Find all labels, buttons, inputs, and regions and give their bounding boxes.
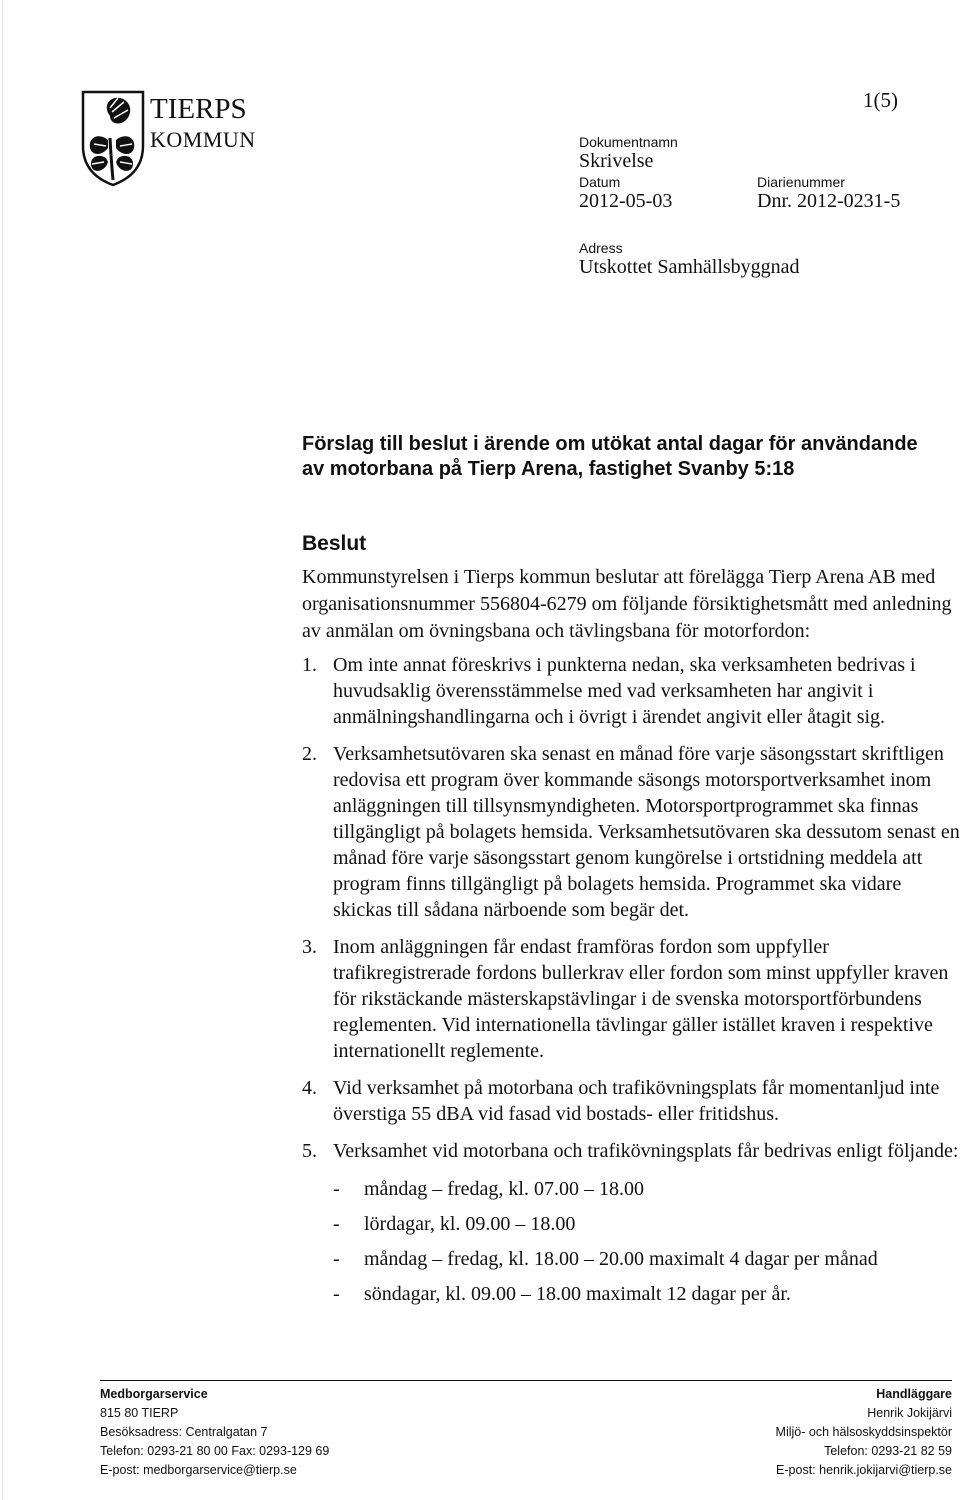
condition-item bbox=[302, 934, 960, 1064]
condition-number: 4. bbox=[302, 1077, 317, 1099]
condition-text: Verksamhet vid motorbana och trafikövningsplats får bedrivas enligt följande: bbox=[333, 1140, 959, 1162]
schedule-item bbox=[333, 1281, 960, 1307]
schedule-list bbox=[333, 1176, 960, 1307]
document-name: Skrivelse bbox=[579, 150, 654, 172]
footer-email-link[interactable]: E-post: medborgarservice@tierp.se bbox=[100, 1463, 297, 1477]
footer-handler-heading: Handläggare bbox=[876, 1387, 952, 1401]
decision-intro: Kommunstyrelsen i Tierps kommun beslutar att förelägga Tierp Arena AB med organisationsnummer 556804-6279 om följande försiktighetsmått med anledning av anmälan om övningsbana och tävlingsbana för motorfordon: bbox=[302, 566, 952, 642]
document-date: 2012-05-03 bbox=[579, 190, 673, 212]
condition-item bbox=[302, 1075, 960, 1127]
document-meta bbox=[579, 134, 939, 214]
date-label: Datum bbox=[579, 174, 621, 190]
footer-postal-address: 815 80 TIERP bbox=[100, 1406, 179, 1420]
logo-text-tierps: TIERPS bbox=[150, 93, 247, 125]
footer-service-heading: Medborgarservice bbox=[100, 1387, 208, 1401]
schedule-text: måndag – fredag, kl. 18.00 – 20.00 maximalt 4 dagar per månad bbox=[364, 1248, 878, 1270]
coat-of-arms-icon bbox=[80, 88, 146, 188]
decision-heading: Beslut bbox=[302, 532, 367, 555]
schedule-item bbox=[333, 1211, 960, 1237]
schedule-text: söndagar, kl. 09.00 – 18.00 maximalt 12 dagar per år. bbox=[364, 1283, 791, 1305]
diary-number-label: Diarienummer bbox=[757, 174, 845, 190]
tierps-kommun-logo bbox=[80, 88, 280, 188]
address-block bbox=[579, 240, 800, 280]
footer-handler-phone: Telefon: 0293-21 82 59 bbox=[824, 1444, 952, 1458]
dash-bullet: - bbox=[333, 1178, 340, 1200]
footer-handler-email-link[interactable]: E-post: henrik.jokijarvi@tierp.se bbox=[776, 1463, 952, 1477]
schedule-text: lördagar, kl. 09.00 – 18.00 bbox=[364, 1213, 576, 1235]
condition-item bbox=[302, 1138, 960, 1307]
scan-edge bbox=[2, 0, 3, 1500]
meta-diary-column bbox=[757, 174, 939, 214]
condition-text: Om inte annat föreskrivs i punkterna nedan, ska verksamheten bedrivas i huvudsaklig överensstämmelse med vad verksamheten har angivit i anmälningshandlingarna och i övrigt i ärendet angivit eller åtagit sig. bbox=[333, 654, 916, 728]
dash-bullet: - bbox=[333, 1213, 340, 1235]
footer-phone-fax: Telefon: 0293-21 80 00 Fax: 0293-129 69 bbox=[100, 1444, 330, 1458]
condition-item bbox=[302, 741, 960, 923]
condition-item bbox=[302, 652, 960, 730]
footer-contact-right bbox=[776, 1385, 952, 1480]
document-name-label: Dokumentnamn bbox=[579, 134, 678, 150]
condition-number: 5. bbox=[302, 1140, 317, 1162]
condition-text: Inom anläggningen får endast framföras fordon som uppfyller trafikregistrerade fordons bullerkrav eller fordon som minst uppfyller kraven för rikstäckande mästerskapstävlingar i de svenska motorsportförbundens reglementen. Vid internationella tävlingar gäller istället kraven i respektive internationellt reglemente. bbox=[333, 936, 949, 1062]
diary-number: Dnr. 2012-0231-5 bbox=[757, 190, 901, 212]
footer-divider bbox=[100, 1380, 952, 1381]
dash-bullet: - bbox=[333, 1283, 340, 1305]
meta-date-column bbox=[579, 174, 672, 214]
address-label: Adress bbox=[579, 240, 623, 256]
footer-visiting-address: Besöksadress: Centralgatan 7 bbox=[100, 1425, 268, 1439]
condition-number: 2. bbox=[302, 743, 317, 765]
condition-text: Vid verksamhet på motorbana och trafikövningsplats får momentanljud inte överstiga 55 dBA vid fasad vid bostads- eller fritidshus. bbox=[333, 1077, 940, 1125]
schedule-item bbox=[333, 1176, 960, 1202]
address-value: Utskottet Samhällsbyggnad bbox=[579, 256, 800, 278]
dash-bullet: - bbox=[333, 1248, 340, 1270]
footer-handler-name: Henrik Jokijärvi bbox=[867, 1406, 952, 1420]
meta-date-diary-row bbox=[579, 174, 939, 214]
condition-text: Verksamhetsutövaren ska senast en månad före varje säsongsstart skriftligen redovisa ett program över kommande säsongs motorsportverksamhet inom anläggningen till tillsynsmyndigheten. Motorsportprogrammet ska finnas tillgängligt på bolagets hemsida. Verksamhetsutövaren ska dessutom senast en månad före varje säsongsstart genom kungörelse i ortstidning meddela att program finns tillgängligt på bolagets hemsida. Programmet ska vidare skickas till sådana närboende som begär det. bbox=[333, 743, 960, 921]
condition-number: 1. bbox=[302, 654, 317, 676]
document-title: Förslag till beslut i ärende om utökat antal dagar för användande av motorbana på Tierp Arena, fastighet Svanby 5:18 bbox=[302, 433, 918, 480]
conditions-list bbox=[302, 652, 960, 1318]
footer-handler-role: Miljö- och hälsoskyddsinspektör bbox=[775, 1425, 952, 1439]
page-number: 1(5) bbox=[863, 88, 898, 112]
footer-contact-left bbox=[100, 1385, 329, 1480]
condition-number: 3. bbox=[302, 936, 317, 958]
schedule-item bbox=[333, 1246, 960, 1272]
schedule-text: måndag – fredag, kl. 07.00 – 18.00 bbox=[364, 1178, 644, 1200]
logo-text-kommun: KOMMUN bbox=[150, 127, 256, 152]
